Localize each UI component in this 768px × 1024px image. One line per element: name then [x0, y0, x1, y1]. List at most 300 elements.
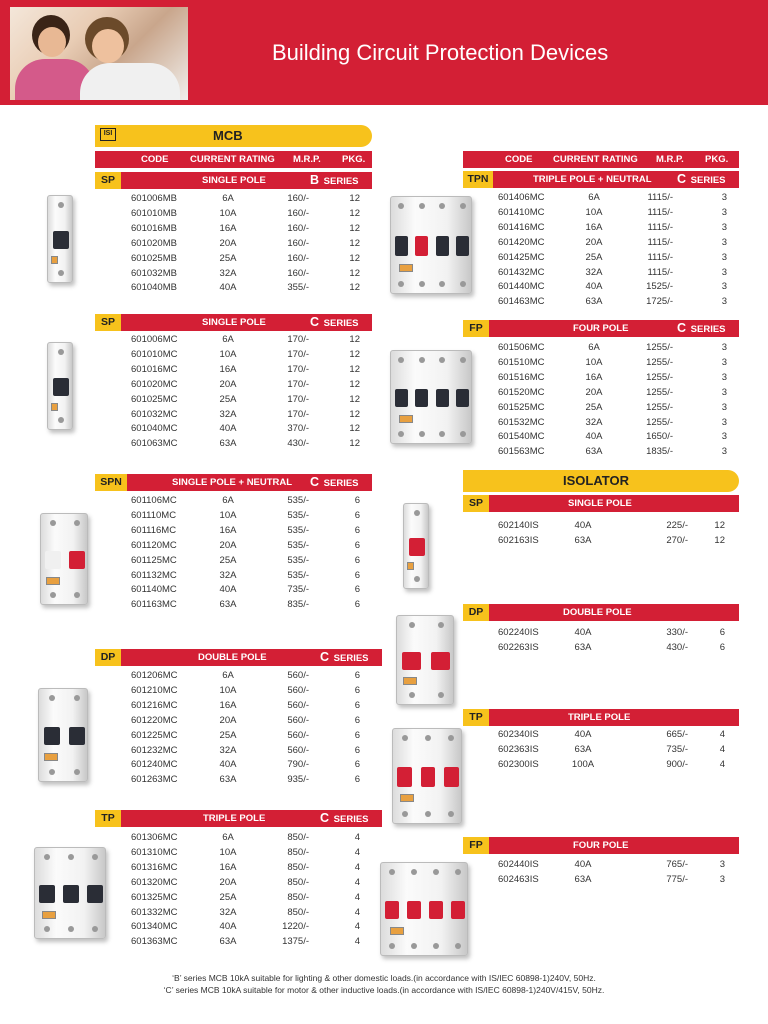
mcb-triple-pole-image	[34, 847, 106, 939]
product-code: 601540MC	[498, 431, 545, 443]
mcb_sp_c-series	[310, 315, 359, 329]
mrp-price: 1115/-	[647, 251, 673, 263]
mcb_sp_b-badge: SP	[95, 172, 121, 189]
iso_dp-title: DOUBLE POLE	[563, 607, 632, 618]
product-code: 601340MC	[131, 921, 178, 933]
children-photo	[10, 7, 188, 100]
product-code: 601006MB	[131, 193, 177, 204]
package-qty: 6	[719, 627, 725, 638]
package-qty: 12	[349, 408, 360, 420]
product-code: 601032MC	[131, 408, 178, 420]
product-code: 601040MC	[131, 423, 178, 435]
package-qty: 6	[354, 699, 360, 711]
mcb_spn-series-letter: C	[310, 475, 320, 489]
mcb_sp_b-series-word: SERIES	[323, 176, 359, 187]
current-rating: 25A	[219, 252, 237, 264]
product-code: 601325MC	[131, 891, 178, 903]
current-rating: 25A	[585, 401, 603, 413]
product-code: 601006MC	[131, 334, 178, 345]
mrp-price: 1375/-	[282, 936, 309, 948]
table-row	[95, 438, 372, 453]
mcb_dp-title: DOUBLE POLE	[198, 652, 267, 663]
mrp-price: 225/-	[666, 520, 688, 531]
package-qty: 12	[349, 237, 360, 249]
current-rating: 32A	[219, 267, 237, 279]
current-rating: 63A	[574, 642, 592, 653]
current-rating: 40A	[219, 584, 237, 596]
iso_tp-title-bar	[463, 709, 739, 726]
mrp-price: 160/-	[287, 193, 309, 204]
table-row	[95, 409, 372, 424]
product-code: 601025MB	[131, 252, 177, 264]
package-qty: 4	[354, 891, 360, 903]
product-code: 601520MC	[498, 386, 545, 398]
table-row	[95, 525, 372, 540]
mrp-price: 535/-	[287, 539, 309, 551]
mcb_tpn-series-word: SERIES	[690, 175, 726, 186]
package-qty: 3	[721, 266, 727, 278]
product-code: 601240MC	[131, 759, 178, 771]
mrp-price: 1115/-	[647, 266, 673, 278]
mcb_dp-series-letter: C	[320, 650, 330, 664]
mcb_dp-title-bar	[95, 649, 382, 666]
mrp-price: 560/-	[287, 684, 309, 696]
mrp-price: 775/-	[666, 874, 688, 885]
mrp-price: 850/-	[287, 832, 309, 843]
package-qty: 6	[354, 509, 360, 521]
table-row	[95, 599, 372, 614]
current-rating: 6A	[222, 193, 234, 204]
current-rating: 40A	[574, 520, 592, 531]
current-rating: 40A	[585, 281, 603, 293]
product-code: 601332MC	[131, 906, 178, 918]
mrp-price: 1115/-	[647, 221, 673, 233]
package-qty: 6	[354, 744, 360, 756]
package-qty: 12	[349, 207, 360, 219]
mrp-price: 835/-	[287, 599, 309, 611]
mrp-price: 1255/-	[646, 342, 673, 353]
product-code: 601220MC	[131, 714, 178, 726]
mrp-price: 160/-	[287, 267, 309, 279]
package-qty: 4	[354, 876, 360, 888]
product-code: 602300IS	[498, 759, 539, 770]
product-code: 601210MC	[131, 684, 178, 696]
table-row	[463, 642, 739, 657]
table-row	[95, 268, 372, 283]
product-code: 602163IS	[498, 535, 539, 546]
mrp-price: 430/-	[287, 438, 309, 450]
package-qty: 12	[714, 535, 725, 546]
package-qty: 6	[354, 684, 360, 696]
product-code: 601016MC	[131, 363, 178, 375]
package-qty: 4	[354, 861, 360, 873]
current-rating: 6A	[222, 832, 234, 843]
package-qty: 12	[349, 193, 360, 204]
current-rating: 32A	[585, 416, 603, 428]
product-code: 602463IS	[498, 874, 539, 885]
table-row	[95, 832, 382, 847]
mcb_tp-title: TRIPLE POLE	[203, 813, 266, 824]
current-rating: 16A	[585, 371, 603, 383]
isi-logo: ISI	[100, 128, 116, 141]
mrp-price: 850/-	[287, 906, 309, 918]
mcb_spn-series-word: SERIES	[323, 478, 359, 489]
package-qty: 6	[354, 774, 360, 786]
current-rating: 40A	[219, 282, 237, 294]
package-qty: 6	[354, 495, 360, 506]
mcb_sp_c-series-letter: C	[310, 315, 320, 329]
table-row	[463, 417, 739, 432]
current-rating: 63A	[585, 446, 603, 458]
table-row	[95, 847, 382, 862]
mcb_tpn-series	[677, 172, 726, 186]
product-code: 601510MC	[498, 356, 545, 368]
package-qty: 6	[354, 714, 360, 726]
current-rating: 10A	[219, 207, 237, 219]
package-qty: 3	[721, 401, 727, 413]
product-code: 601016MB	[131, 222, 177, 234]
product-code: 601506MC	[498, 342, 545, 353]
page-title: Building Circuit Protection Devices	[272, 40, 609, 65]
current-rating: 40A	[574, 859, 592, 870]
product-code: 601363MC	[131, 936, 178, 948]
table-row	[463, 252, 739, 267]
product-code: 601563MC	[498, 446, 545, 458]
package-qty: 3	[721, 206, 727, 218]
table-row	[95, 238, 372, 253]
mrp-price: 560/-	[287, 670, 309, 681]
product-code: 601225MC	[131, 729, 178, 741]
mrp-price: 1115/-	[647, 206, 673, 218]
current-rating: 20A	[585, 386, 603, 398]
package-qty: 12	[349, 252, 360, 264]
package-qty: 12	[349, 222, 360, 234]
isolator-four-pole-image	[380, 862, 468, 956]
current-rating: 10A	[585, 206, 603, 218]
mrp-price: 1255/-	[646, 401, 673, 413]
package-qty: 3	[721, 356, 727, 368]
table-row	[463, 296, 739, 311]
package-qty: 4	[719, 759, 725, 770]
current-rating: 40A	[574, 729, 592, 740]
mcb_tp-series-word: SERIES	[333, 814, 369, 825]
mcb_tpn-badge: TPN	[463, 171, 493, 188]
table-row	[95, 334, 372, 349]
table-row	[463, 859, 739, 874]
package-qty: 4	[354, 906, 360, 918]
current-rating: 16A	[219, 699, 237, 711]
mrp-price: 850/-	[287, 846, 309, 858]
mcb_fp-title: FOUR POLE	[573, 323, 629, 334]
current-rating: 6A	[222, 670, 234, 681]
product-code: 601063MC	[131, 438, 178, 450]
product-code: 601532MC	[498, 416, 545, 428]
mrp-price: 170/-	[287, 363, 309, 375]
mrp-price: 1220/-	[282, 921, 309, 933]
product-code: 602363IS	[498, 744, 539, 755]
package-qty: 6	[354, 599, 360, 611]
mcb_sp_c-badge: SP	[95, 314, 121, 331]
package-qty: 4	[719, 744, 725, 755]
product-code: 601463MC	[498, 296, 545, 308]
table-row	[463, 342, 739, 357]
product-code: 602340IS	[498, 729, 539, 740]
table-row	[463, 372, 739, 387]
current-rating: 20A	[219, 714, 237, 726]
mcb_dp-series-word: SERIES	[333, 653, 369, 664]
table-row	[463, 192, 739, 207]
mcb_tp-series	[320, 811, 369, 825]
mrp-price: 170/-	[287, 378, 309, 390]
mcb_spn-title-bar	[95, 474, 372, 491]
table-row	[463, 281, 739, 296]
table-row	[95, 892, 382, 907]
table-row	[463, 402, 739, 417]
mrp-price: 355/-	[287, 282, 309, 294]
iso_sp-badge: SP	[463, 495, 489, 512]
table-row	[95, 685, 382, 700]
mcb_tpn-title: TRIPLE POLE + NEUTRAL	[533, 174, 652, 185]
current-rating: 20A	[219, 237, 237, 249]
current-rating: 40A	[219, 759, 237, 771]
table-row	[95, 193, 372, 208]
table-row	[95, 555, 372, 570]
current-rating: 20A	[219, 876, 237, 888]
mrp-price: 935/-	[287, 774, 309, 786]
mcb_spn-badge: SPN	[95, 474, 127, 491]
package-qty: 4	[354, 846, 360, 858]
mcb_tp-badge: TP	[95, 810, 121, 827]
product-code: 601216MC	[131, 699, 178, 711]
package-qty: 12	[349, 393, 360, 405]
mcb_tp-title-bar	[95, 810, 382, 827]
current-rating: 16A	[219, 861, 237, 873]
mcb_fp-series-letter: C	[677, 321, 687, 335]
table-row	[95, 364, 372, 379]
mcb_tp-series-letter: C	[320, 811, 330, 825]
current-rating: 63A	[219, 936, 237, 948]
product-code: 601320MC	[131, 876, 178, 888]
mcb_sp_b-series	[310, 173, 359, 187]
current-rating: 6A	[588, 192, 600, 203]
mrp-price: 850/-	[287, 861, 309, 873]
mrp-price: 160/-	[287, 222, 309, 234]
table-row	[463, 874, 739, 889]
mcb_dp-series	[320, 650, 369, 664]
table-row	[95, 936, 382, 951]
current-rating: 20A	[585, 236, 603, 248]
mcb-column-header: CODE CURRENT RATING M.R.P. PKG.	[95, 151, 372, 168]
package-qty: 6	[354, 584, 360, 596]
iso_fp-title: FOUR POLE	[573, 840, 629, 851]
mrp-price: 535/-	[287, 554, 309, 566]
mcb-spn-image	[40, 513, 88, 605]
mrp-price: 850/-	[287, 891, 309, 903]
product-code: 601432MC	[498, 266, 545, 278]
product-code: 601116MC	[131, 524, 177, 536]
product-code: 601025MC	[131, 393, 178, 405]
isolator-double-pole-image	[396, 615, 454, 705]
mcb_spn-title: SINGLE POLE + NEUTRAL	[172, 477, 293, 488]
mrp-price: 535/-	[287, 509, 309, 521]
table-row	[95, 510, 372, 525]
iso_fp-title-bar	[463, 837, 739, 854]
product-code: 601120MC	[131, 539, 177, 551]
current-rating: 32A	[219, 744, 237, 756]
product-code: 601516MC	[498, 371, 545, 383]
mrp-price: 1255/-	[646, 356, 673, 368]
iso_fp-badge: FP	[463, 837, 489, 854]
mcb_sp_b-title: SINGLE POLE	[202, 175, 266, 186]
table-row	[463, 535, 739, 550]
package-qty: 3	[721, 251, 727, 263]
mrp-price: 160/-	[287, 207, 309, 219]
mrp-price: 735/-	[666, 744, 688, 755]
current-rating: 32A	[585, 266, 603, 278]
package-qty: 3	[721, 386, 727, 398]
mcb_fp-series	[677, 321, 726, 335]
mrp-price: 790/-	[287, 759, 309, 771]
table-row	[463, 446, 739, 461]
current-rating: 63A	[585, 296, 603, 308]
table-row	[95, 394, 372, 409]
table-row	[463, 759, 739, 774]
current-rating: 10A	[585, 356, 603, 368]
product-code: 602263IS	[498, 642, 539, 653]
mrp-price: 170/-	[287, 408, 309, 420]
mcb_sp_c-series-word: SERIES	[323, 318, 359, 329]
current-rating: 10A	[219, 348, 237, 360]
product-code: 601232MC	[131, 744, 178, 756]
package-qty: 4	[354, 832, 360, 843]
product-code: 601010MC	[131, 348, 178, 360]
table-row	[95, 223, 372, 238]
mcb_fp-badge: FP	[463, 320, 489, 337]
package-qty: 6	[354, 759, 360, 771]
mrp-price: 1115/-	[647, 192, 673, 203]
mcb_fp-title-bar	[463, 320, 739, 337]
table-row	[95, 921, 382, 936]
product-code: 602140IS	[498, 520, 539, 531]
product-code: 601416MC	[498, 221, 545, 233]
table-row	[95, 759, 382, 774]
current-rating: 20A	[219, 539, 237, 551]
package-qty: 3	[721, 446, 727, 458]
current-rating: 16A	[219, 222, 237, 234]
current-rating: 40A	[574, 627, 592, 638]
mcb_dp-badge: DP	[95, 649, 121, 666]
product-code: 601106MC	[131, 495, 177, 506]
footer-note-c-series: ‘C’ series MCB 10kA suitable for motor & other inductive loads.(in accordance with IS/IEC 60898-1)240V/415V, 50Hz.	[163, 985, 605, 995]
mrp-price: 850/-	[287, 876, 309, 888]
mcb_sp_c-title: SINGLE POLE	[202, 317, 266, 328]
mrp-price: 1525/-	[646, 281, 673, 293]
current-rating: 16A	[219, 524, 237, 536]
mcb-section-label	[95, 125, 372, 147]
package-qty: 6	[354, 539, 360, 551]
product-code: 601163MC	[131, 599, 177, 611]
product-code: 601420MC	[498, 236, 545, 248]
current-rating: 32A	[219, 408, 237, 420]
package-qty: 12	[349, 378, 360, 390]
isolator-section-label	[463, 470, 739, 492]
current-rating: 63A	[574, 874, 592, 885]
table-row	[95, 715, 382, 730]
product-code: 601406MC	[498, 192, 545, 203]
mrp-price: 160/-	[287, 237, 309, 249]
mrp-price: 1115/-	[647, 236, 673, 248]
package-qty: 6	[719, 642, 725, 653]
mcb_tpn-series-letter: C	[677, 172, 687, 186]
package-qty: 3	[721, 416, 727, 428]
table-row	[95, 423, 372, 438]
mcb_tpn-title-bar	[463, 171, 739, 188]
mcb_spn-series	[310, 475, 359, 489]
product-code: 601020MC	[131, 378, 178, 390]
mrp-price: 270/-	[666, 535, 688, 546]
product-code: 602240IS	[498, 627, 539, 638]
table-row	[463, 357, 739, 372]
mcb-single-pole-c-image	[47, 342, 73, 430]
product-code: 601316MC	[131, 861, 178, 873]
table-row	[95, 774, 382, 789]
isolator-label: ISOLATOR	[563, 473, 629, 488]
mrp-price: 1725/-	[646, 296, 673, 308]
iso_sp-title: SINGLE POLE	[568, 498, 632, 509]
current-rating: 10A	[219, 684, 237, 696]
product-code: 601032MB	[131, 267, 177, 279]
current-rating: 16A	[585, 221, 603, 233]
package-qty: 12	[714, 520, 725, 531]
package-qty: 3	[721, 236, 727, 248]
current-rating: 40A	[585, 431, 603, 443]
mrp-price: 170/-	[287, 334, 309, 345]
mrp-price: 1255/-	[646, 416, 673, 428]
table-row	[95, 584, 372, 599]
current-rating: 100A	[571, 759, 595, 770]
package-qty: 4	[719, 729, 725, 740]
product-code: 601010MB	[131, 207, 177, 219]
mrp-price: 330/-	[666, 627, 688, 638]
table-row	[95, 282, 372, 297]
mcb_sp_b-title-bar	[95, 172, 372, 189]
package-qty: 12	[349, 363, 360, 375]
current-rating: 63A	[219, 438, 237, 450]
mcb_fp-series-word: SERIES	[690, 324, 726, 335]
isolator-single-pole-image	[403, 503, 429, 589]
current-rating: 10A	[219, 846, 237, 858]
mrp-price: 535/-	[287, 495, 309, 506]
current-rating: 25A	[585, 251, 603, 263]
package-qty: 6	[354, 569, 360, 581]
mrp-price: 1255/-	[646, 371, 673, 383]
mcb-label: MCB	[213, 128, 243, 143]
current-rating: 32A	[219, 906, 237, 918]
table-row	[463, 267, 739, 282]
table-row	[95, 379, 372, 394]
current-rating: 10A	[219, 509, 237, 521]
product-code: 601440MC	[498, 281, 545, 293]
package-qty: 12	[349, 267, 360, 279]
package-qty: 4	[354, 921, 360, 933]
mcb-four-pole-image	[390, 350, 472, 444]
product-code: 601140MC	[131, 584, 177, 596]
mrp-price: 900/-	[666, 759, 688, 770]
table-row	[463, 222, 739, 237]
package-qty: 12	[349, 282, 360, 294]
table-row	[463, 627, 739, 642]
current-rating: 6A	[222, 495, 234, 506]
